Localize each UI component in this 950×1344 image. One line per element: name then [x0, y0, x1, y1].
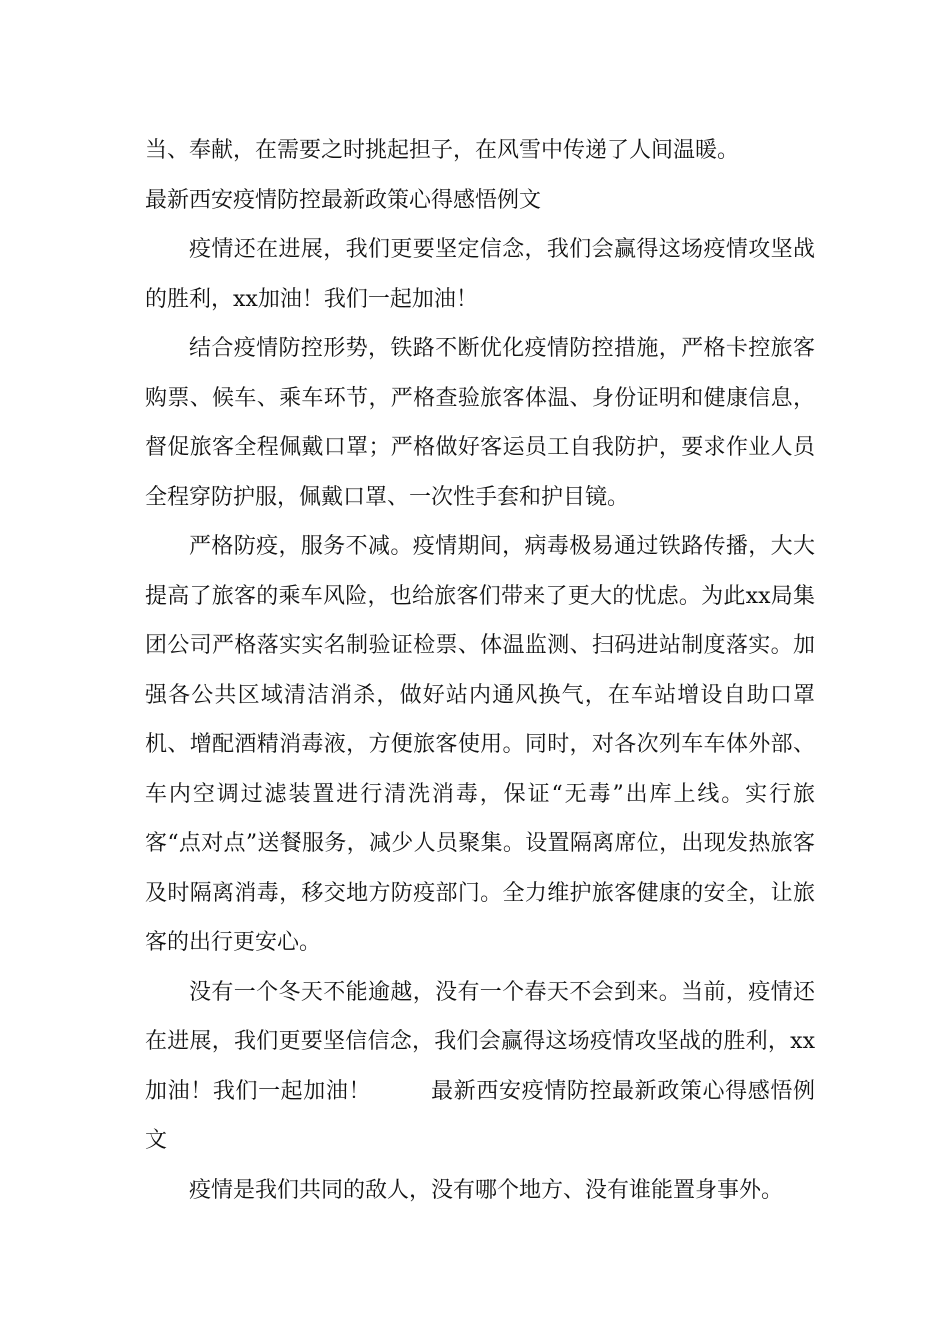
- paragraph-continuation: 当、奉献，在需要之时挑起担子，在风雪中传递了人间温暖。: [145, 138, 740, 163]
- section-heading-inline: 最新西安疫情防控最新政策心得感悟例文: [145, 1078, 815, 1153]
- section-heading: 最新西安疫情防控最新政策心得感悟例文: [145, 187, 542, 213]
- paragraph: 严格防疫，服务不减。疫情期间，病毒极易通过铁路传播，大大提高了旅客的乘车风险，也给旅客们带来了更大的忧虑。为此xx局集团公司严格落实实名制验证检票、体温监测、扫码进站制度落实。加强各公共区域清洁消杀，做好站内通风换气，在车站增设自助口罩机、增配酒精消毒液，方便旅客使用。同时，对各次列车车体外部、车内空调过滤装置进行清洗消毒，保证“无毒”出库上线。实行旅客“点对点”送餐服务，减少人员聚集。设置隔离席位，出现发热旅客及时隔离消毒，移交地方防疫部门。全力维护旅客健康的安全，让旅客的出行更安心。: [145, 534, 815, 955]
- paragraph: [145, 968, 815, 1166]
- paragraph: 疫情是我们共同的敌人，没有哪个地方、没有谁能置身事外。: [189, 1177, 784, 1203]
- paragraph: 疫情还在进展，我们更要坚定信念，我们会赢得这场疫情攻坚战的胜利，xx加油！我们一起加油！: [145, 237, 815, 312]
- paragraph-text: 没有一个冬天不能逾越，没有一个春天不会到来。当前，疫情还在进展，我们更要坚信信念，我们会赢得这场疫情攻坚战的胜利，xx加油！我们一起加油！: [145, 979, 815, 1104]
- document-body: [145, 126, 815, 1215]
- paragraph: 结合疫情防控形势，铁路不断优化疫情防控措施，严格卡控旅客购票、候车、乘车环节，严格查验旅客体温、身份证明和健康信息，督促旅客全程佩戴口罩；严格做好客运员工自我防护，要求作业人员全程穿防护服，佩戴口罩、一次性手套和护目镜。: [145, 336, 815, 510]
